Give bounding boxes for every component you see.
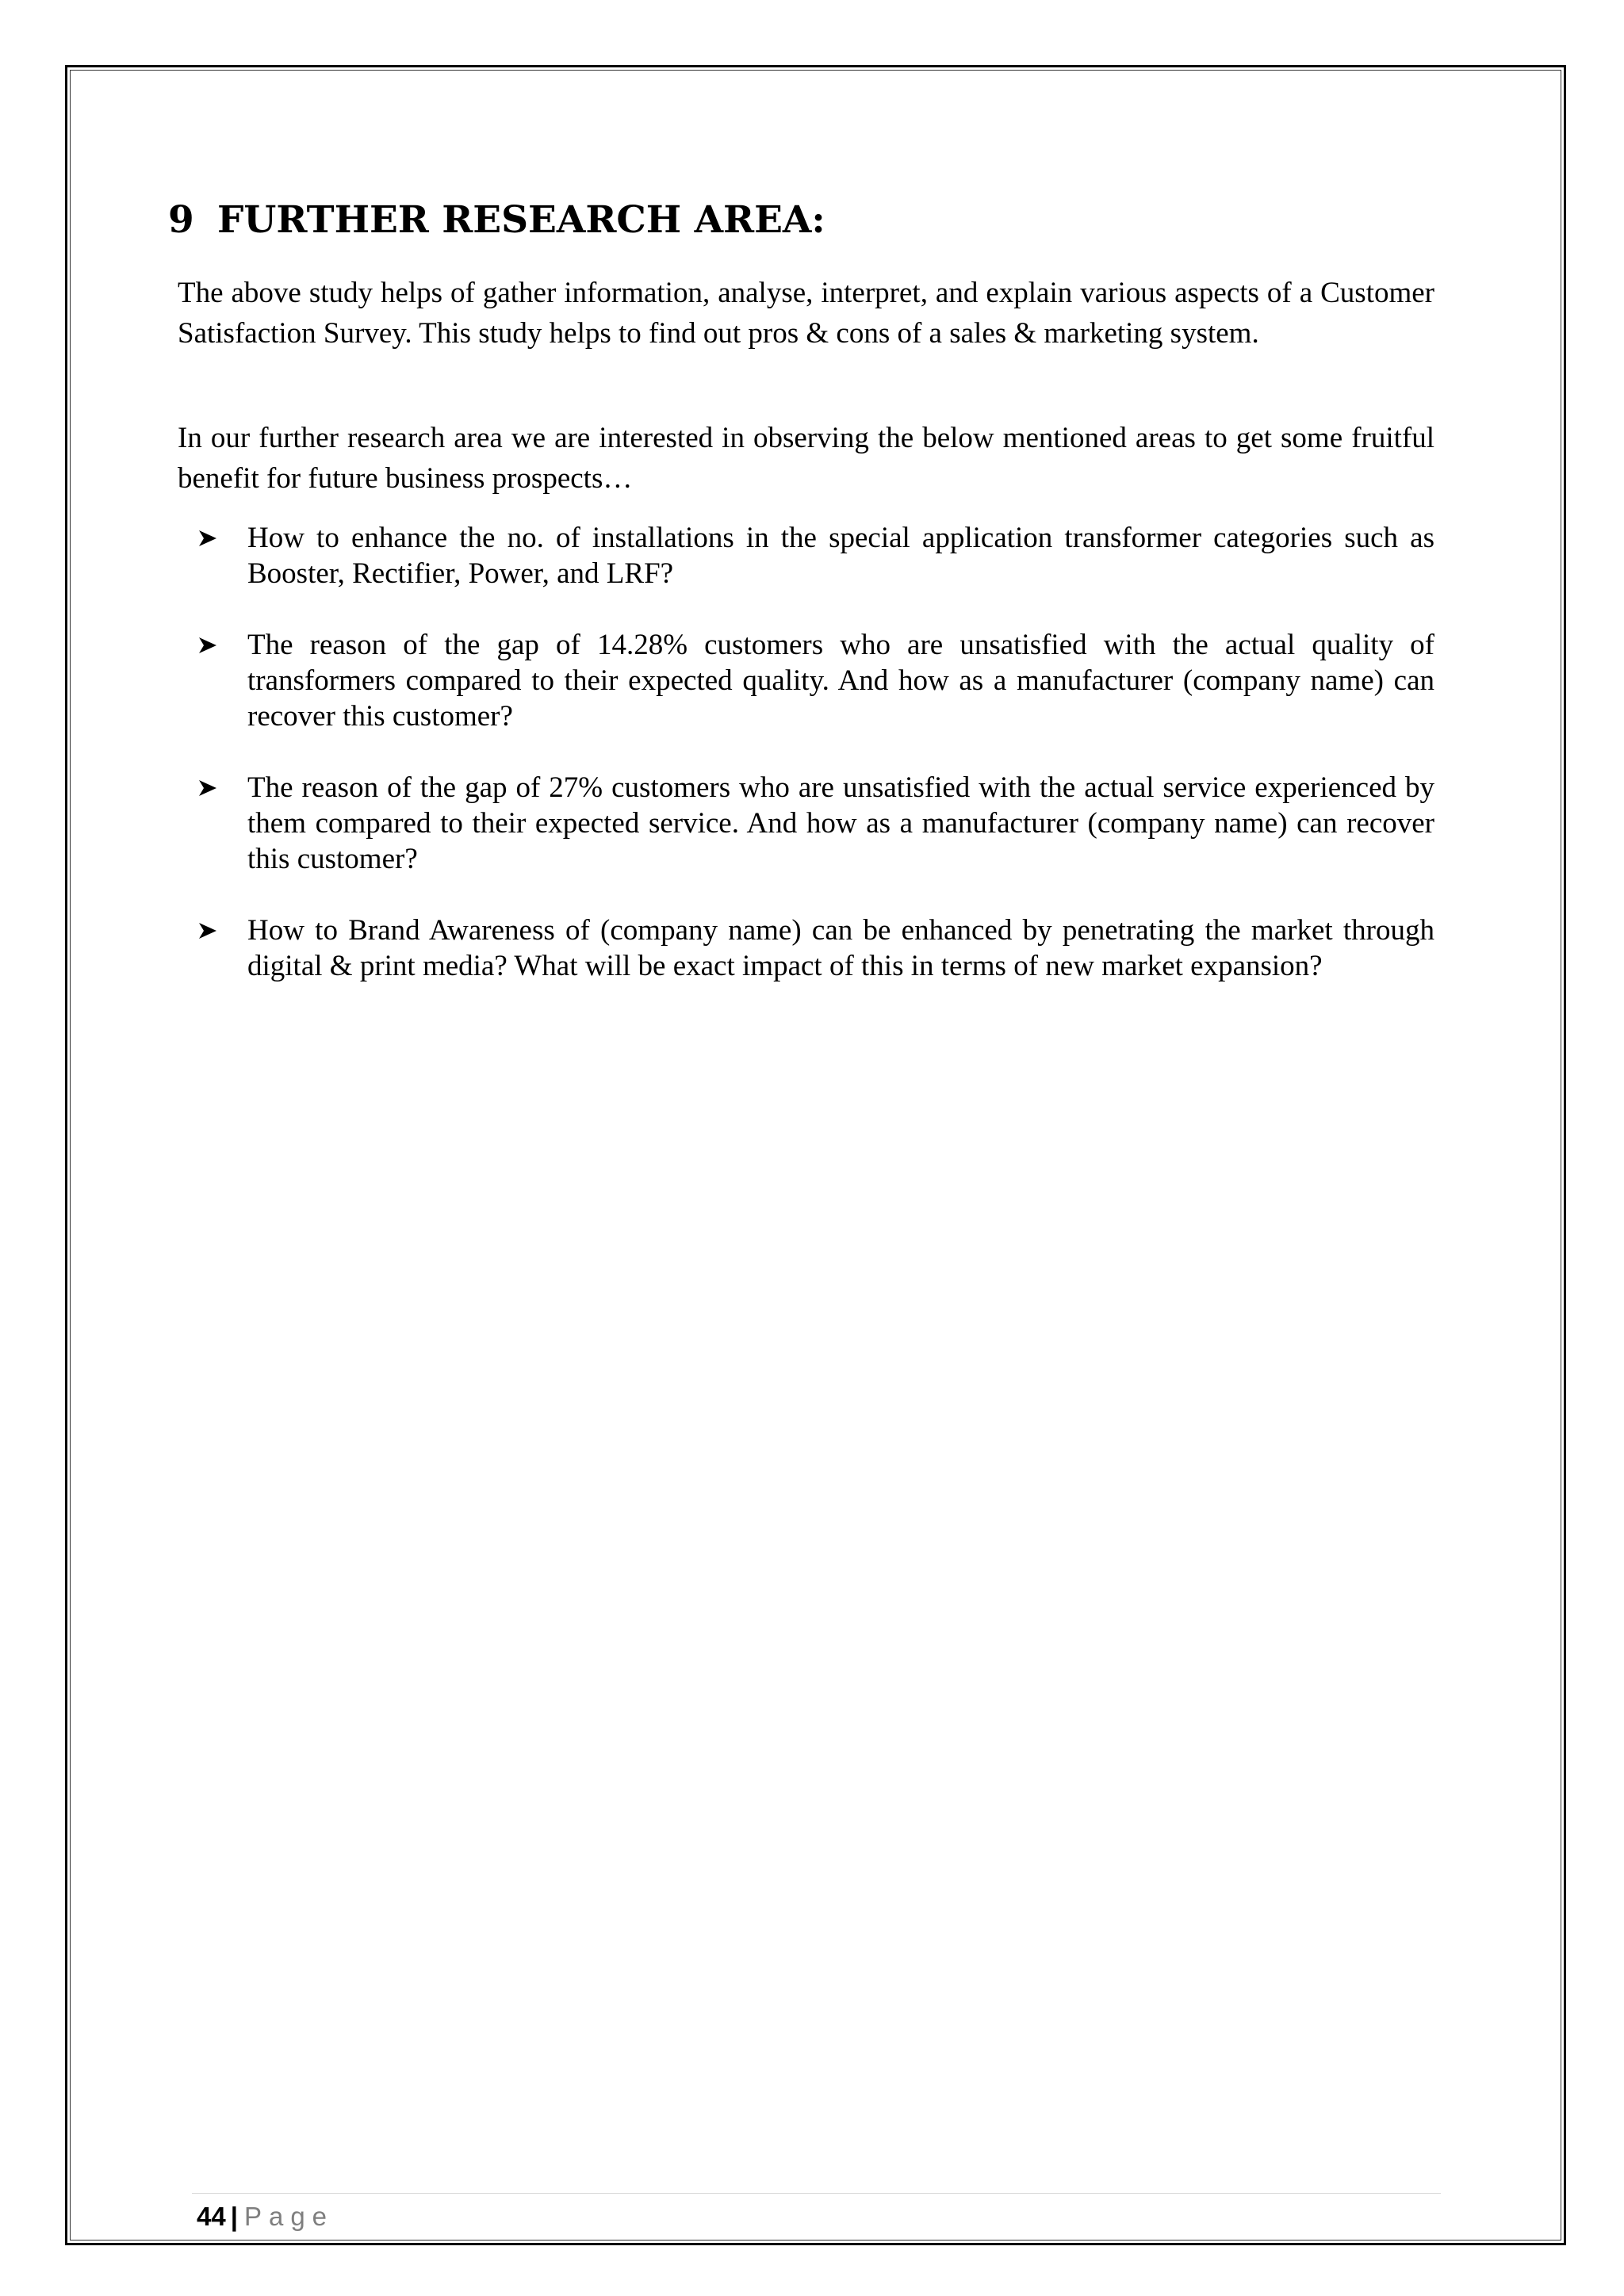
research-paragraph: In our further research area we are interested in observing the below mentioned areas to get some fruitful benefit for future business prospects… [178,422,1434,495]
footer-separator: | [230,2202,238,2231]
page-border-inner [70,70,1561,2241]
bullet-text: How to Brand Awareness of (company name) can be enhanced by penetrating the market through digital & print media? What will be exact impact of this in terms of new market expansion? [247,914,1434,982]
bullet-text: The reason of the gap of 14.28% customers who are unsatisfied with the actual quality of transformers compared to their expected quality. And how as a manufacturer (company name) can recover this customer? [247,629,1434,733]
bullet-item-brand-awareness [198,913,1434,984]
section-number: 9 [168,198,194,242]
page-footer [197,2201,334,2233]
research-bullet-list [198,520,1434,1020]
page-number: 44 [197,2202,226,2231]
intro-paragraph: The above study helps of gather information, analyse, interpret, and explain various aspects of a Customer Satisfaction Survey. This study helps to find out pros & cons of a sales & marketing system. [178,277,1434,350]
arrowhead-bullet-icon [198,779,217,797]
page-label: Page [243,2202,335,2231]
bullet-text: How to enhance the no. of installations in the special application transformer categories such as Booster, Rectifier, Power, and LRF? [247,522,1434,590]
arrowhead-bullet-icon [198,637,217,654]
arrowhead-bullet-icon [198,530,217,547]
arrowhead-bullet-icon [198,922,217,939]
section-title: FURTHER RESEARCH AREA: [217,198,825,242]
bullet-item-quality-gap [198,627,1434,734]
footer-divider [192,2193,1441,2194]
bullet-item-installations [198,520,1434,591]
bullet-text: The reason of the gap of 27% customers who are unsatisfied with the actual service experienced by them compared to their expected service. And how as a manufacturer (company name) can recover this customer? [247,771,1434,875]
section-heading [168,198,825,243]
bullet-item-service-gap [198,770,1434,877]
